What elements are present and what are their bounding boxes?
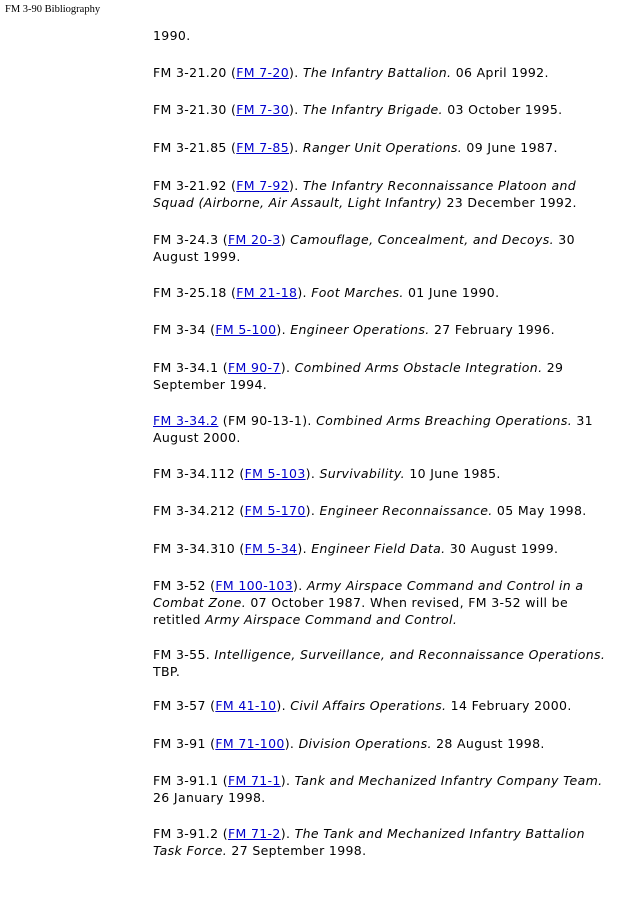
entry-lead: FM 3-34.212 (	[153, 503, 245, 518]
bibliography-entry	[153, 412, 608, 446]
entry-lead: FM 3-57 (	[153, 698, 216, 713]
entry-title: Foot Marches.	[311, 285, 404, 300]
bibliography-entry	[153, 502, 608, 519]
fm-link[interactable]: FM 20-3	[227, 232, 281, 247]
entry-tail: 31 August 2000.	[153, 413, 593, 445]
entry-lead: FM 3-91.2 (	[153, 826, 228, 841]
entry-title: Ranger Unit Operations.	[302, 140, 463, 155]
entry-lead: FM 3-21.20 (	[153, 65, 237, 80]
entry-title: Survivability.	[319, 466, 405, 481]
entry-title: Engineer Reconnaissance.	[319, 503, 493, 518]
entry-tail: 26 January 1998.	[153, 790, 266, 805]
entry-mid: ).	[289, 65, 303, 80]
entry-lead: FM 3-24.3 (	[153, 232, 228, 247]
entry-title-2: Army Airspace Command and Control.	[205, 612, 458, 627]
entry-tail: 06 April 1992.	[451, 65, 549, 80]
entry-mid: ).	[305, 503, 320, 518]
fm-link[interactable]: FM 5-103	[244, 466, 306, 481]
fm-link[interactable]: FM 71-100	[215, 736, 285, 751]
entry-lead: FM 3-91 (	[153, 736, 216, 751]
entry-mid: ).	[280, 826, 295, 841]
entry-tail: 09 June 1987.	[462, 140, 558, 155]
entry-lead: FM 3-55.	[153, 647, 215, 662]
entry-tail: 28 August 1998.	[431, 736, 545, 751]
entry-mid: ).	[280, 773, 295, 788]
bibliography-entry	[153, 540, 608, 557]
entry-mid: ).	[289, 178, 303, 193]
entry-title: Engineer Operations.	[290, 322, 430, 337]
entry-mid: ).	[276, 322, 291, 337]
entry-mid: ).	[289, 102, 303, 117]
entry-title: The Infantry Reconnaissance Platoon and Squad (Airborne, Air Assault, Light Infantry)	[153, 178, 577, 210]
entry-title: Army Airspace Command and Control in a Combat Zone.	[153, 578, 584, 610]
entry-lead: FM 3-34.1 (	[153, 360, 228, 375]
bibliography-entry	[153, 646, 608, 680]
fm-link[interactable]: FM 7-20	[236, 65, 290, 80]
bibliography-entry	[153, 465, 608, 482]
entry-mid: ).	[289, 140, 303, 155]
fm-link[interactable]: FM 100-103	[215, 578, 294, 593]
entry-title: The Infantry Brigade.	[302, 102, 443, 117]
entry-mid: ).	[305, 466, 320, 481]
entry-tail: 27 February 1996.	[429, 322, 555, 337]
bibliography-entry	[153, 231, 608, 265]
entry-lead: FM 3-52 (	[153, 578, 216, 593]
entry-tail: 05 May 1998.	[492, 503, 587, 518]
page-header: FM 3-90 Bibliography	[5, 4, 101, 15]
entry-title: The Infantry Battalion.	[302, 65, 452, 80]
entry-mid: )	[280, 232, 291, 247]
entry-tail: 29 September 1994.	[153, 360, 564, 392]
entry-tail: 03 October 1995.	[442, 102, 563, 117]
fm-link[interactable]: FM 21-18	[236, 285, 298, 300]
bibliography-entry	[153, 735, 608, 752]
entry-mid: ).	[293, 578, 307, 593]
bibliography-entry	[153, 359, 608, 393]
entry-lead: FM 3-34.310 (	[153, 541, 245, 556]
entry-lead: FM 3-25.18 (	[153, 285, 237, 300]
entry-mid: ).	[297, 285, 312, 300]
entry-tail: 30 August 1999.	[153, 232, 575, 264]
entry-title: Civil Affairs Operations.	[290, 698, 447, 713]
entry-tail: TBP.	[153, 664, 181, 679]
entry-lead: FM 3-34 (	[153, 322, 216, 337]
bibliography-entry	[153, 64, 608, 81]
fm-link[interactable]: FM 7-92	[236, 178, 290, 193]
entry-title: Camouflage, Concealment, and Decoys.	[290, 232, 554, 247]
fm-link[interactable]: FM 41-10	[215, 698, 277, 713]
fm-link[interactable]: FM 3-34.2	[153, 413, 219, 428]
entry-lead: FM 3-21.85 (	[153, 140, 237, 155]
fm-link[interactable]: FM 7-30	[236, 102, 290, 117]
fm-link[interactable]: FM 90-7	[227, 360, 281, 375]
bibliography-entry	[153, 577, 608, 628]
entry-mid: ).	[284, 736, 299, 751]
entry-lead: FM 3-21.92 (	[153, 178, 237, 193]
fm-link[interactable]: FM 71-2	[227, 826, 281, 841]
entry-title: Intelligence, Surveillance, and Reconnaissance Operations.	[214, 647, 606, 662]
fm-link[interactable]: FM 71-1	[227, 773, 281, 788]
entry-title: The Tank and Mechanized Infantry Battalion Task Force.	[153, 826, 585, 858]
bibliography-entry	[153, 825, 608, 859]
entry-tail: 30 August 1999.	[445, 541, 559, 556]
fm-link[interactable]: FM 5-34	[244, 541, 298, 556]
bibliography-entry	[153, 27, 608, 44]
entry-tail: 14 February 2000.	[446, 698, 572, 713]
entry-title: Division Operations.	[298, 736, 432, 751]
entry-mid: (FM 90-13-1).	[218, 413, 317, 428]
entry-lead: FM 3-91.1 (	[153, 773, 228, 788]
entry-tail: 10 June 1985.	[405, 466, 501, 481]
fm-link[interactable]: FM 5-100	[215, 322, 277, 337]
entry-tail: 07 October 1987. When revised, FM 3-52 will be retitled	[153, 595, 568, 627]
bibliography-entry	[153, 772, 608, 806]
bibliography-entry	[153, 321, 608, 338]
entry-title: Tank and Mechanized Infantry Company Team.	[294, 773, 603, 788]
bibliography-entry	[153, 697, 608, 714]
entry-mid: ).	[280, 360, 295, 375]
bibliography-entry	[153, 284, 608, 301]
entry-tail: 27 September 1998.	[227, 843, 367, 858]
entry-tail: 23 December 1992.	[442, 195, 577, 210]
entry-tail: 1990.	[153, 28, 191, 43]
fm-link[interactable]: FM 7-85	[236, 140, 290, 155]
bibliography-entry	[153, 177, 608, 211]
fm-link[interactable]: FM 5-170	[244, 503, 306, 518]
entry-lead: FM 3-34.112 (	[153, 466, 245, 481]
entry-mid: ).	[276, 698, 291, 713]
bibliography-entry	[153, 139, 608, 156]
entry-title: Combined Arms Breaching Operations.	[316, 413, 573, 428]
entry-mid: ).	[297, 541, 312, 556]
entry-title: Combined Arms Obstacle Integration.	[294, 360, 543, 375]
entry-lead: FM 3-21.30 (	[153, 102, 237, 117]
bibliography-entry	[153, 101, 608, 118]
entry-title: Engineer Field Data.	[311, 541, 446, 556]
entry-tail: 01 June 1990.	[403, 285, 500, 300]
